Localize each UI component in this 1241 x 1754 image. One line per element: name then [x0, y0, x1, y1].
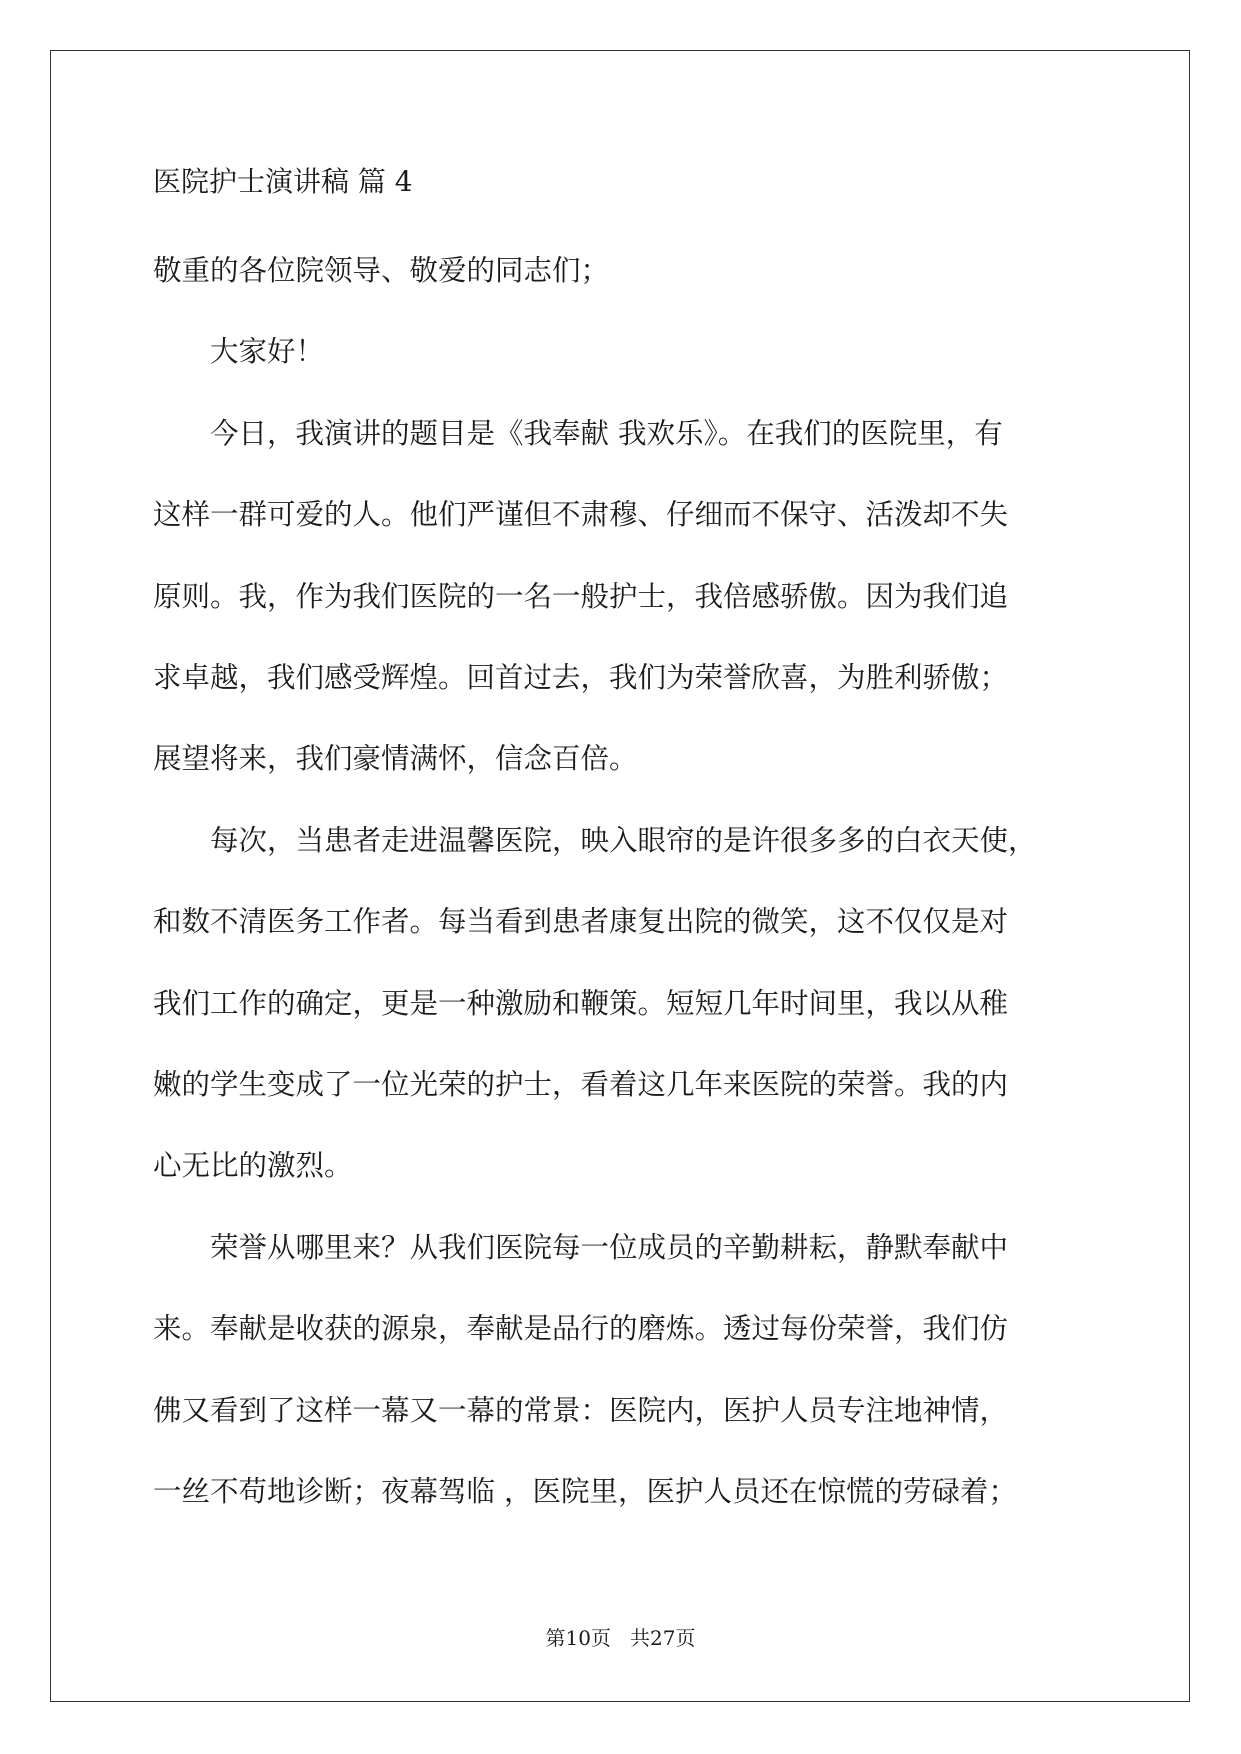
document-body: [153, 162, 1093, 1533]
paragraph-2: [153, 800, 1093, 1207]
paragraph-line: 这样一群可爱的人。他们严谨但不肃穆、仔细而不保守、活泼却不失: [153, 498, 1009, 532]
paragraph-line: 今日，我演讲的题目是《我奉献 我欢乐》。在我们的医院里，有: [210, 416, 1003, 450]
paragraph-line: 每次，当患者走进温馨医院，映入眼帘的是许很多多的白衣天使，: [210, 823, 1037, 857]
paragraph-line: 和数不清医务工作者。每当看到患者康复出院的微笑，这不仅仅是对: [153, 905, 1009, 939]
page-number-footer: 第10页 共27页: [545, 1626, 696, 1650]
greeting-line: 大家好！: [210, 335, 325, 369]
paragraph-line: 心无比的激烈。: [153, 1149, 353, 1183]
salutation-line: 敬重的各位院领导、敬爱的同志们；: [153, 254, 610, 287]
paragraph-line: 原则。我，作为我们医院的一名一般护士，我倍感骄傲。因为我们追: [153, 579, 1009, 613]
paragraph-line: 一丝不苟地诊断；夜幕驾临 ，医院里，医护人员还在惊慌的劳碌着；: [153, 1475, 1018, 1509]
paragraph-line: 嫩的学生变成了一位光荣的护士，看着这几年来医院的荣誉。我的内: [153, 1068, 1009, 1102]
paragraph-line: 佛又看到了这样一幕又一幕的常景：医院内，医护人员专注地神情，: [153, 1393, 1009, 1427]
paragraph-line: 来。奉献是收获的源泉，奉献是品行的磨炼。透过每份荣誉，我们仿: [153, 1312, 1009, 1346]
paragraph-1: [153, 393, 1093, 800]
paragraph-line: 求卓越，我们感受辉煌。回首过去，我们为荣誉欣喜，为胜利骄傲；: [153, 661, 1009, 695]
paragraph-line: 荣誉从哪里来？从我们医院每一位成员的辛勤耕耘，静默奉献中: [210, 1230, 1009, 1264]
paragraph-line: 展望将来，我们豪情满怀，信念百倍。: [153, 742, 638, 776]
paragraph-3: [153, 1207, 1093, 1533]
document-heading: 医院护士演讲稿 篇 4: [153, 165, 413, 198]
paragraph-line: 我们工作的确定，更是一种激励和鞭策。短短几年时间里，我以从稚: [153, 986, 1009, 1020]
